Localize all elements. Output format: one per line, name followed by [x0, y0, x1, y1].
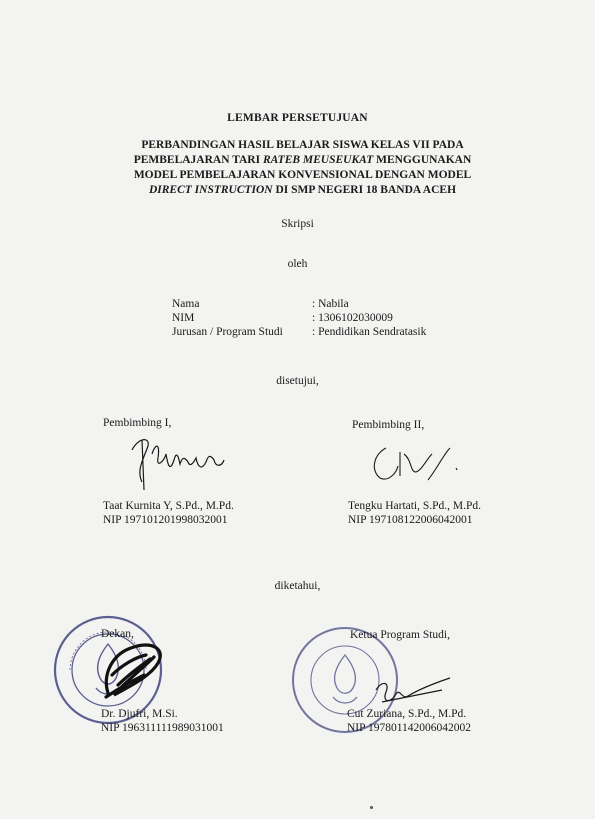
student-info-key: Jurusan / Program Studi	[172, 326, 283, 338]
advisor-1-name: Taat Kurnita Y, S.Pd., M.Pd.	[103, 500, 234, 512]
thesis-title-line-4	[100, 183, 505, 198]
thesis-title-model-name: DIRECT INSTRUCTION	[148, 184, 273, 196]
dean-role: Dekan,	[101, 628, 134, 640]
by-label: oleh	[287, 258, 308, 270]
page-title: LEMBAR PERSETUJUAN	[227, 112, 368, 124]
advisor-1-details	[103, 499, 234, 527]
thesis-title-line-2-end: MENGGUNAKAN	[373, 154, 472, 166]
program-head-nip: NIP 197801142006042002	[347, 722, 472, 734]
thesis-title-line-2-start: PEMBELAJARAN TARI	[133, 154, 263, 166]
student-info-key: NIM	[172, 312, 195, 324]
student-info-key: Nama	[172, 298, 200, 310]
advisor-1-nip: NIP 197101201998032001	[103, 514, 228, 526]
approved-label: disetujui,	[276, 375, 319, 387]
student-info-value: : Nabila	[312, 298, 349, 310]
advisor-2-nip: NIP 197108122006042001	[348, 514, 473, 526]
dean-name: Dr. Djufri, M.Si.	[101, 708, 178, 720]
student-info-row	[172, 311, 426, 325]
dean-signature	[88, 635, 178, 705]
student-info-row	[172, 297, 426, 311]
thesis-title-line-4-end: DI SMP NEGERI 18 BANDA ACEH	[272, 184, 457, 196]
program-head-role: Ketua Program Studi,	[350, 629, 450, 641]
program-head-signature	[372, 672, 462, 712]
document-type: Skripsi	[281, 218, 314, 230]
thesis-title	[100, 138, 505, 198]
dean-nip: NIP 196311111989031001	[101, 722, 224, 734]
student-info	[172, 297, 426, 339]
advisor-2-details	[348, 499, 481, 527]
student-info-row	[172, 325, 426, 339]
dean-details	[101, 707, 224, 735]
advisor-2-role: Pembimbing II,	[352, 419, 425, 431]
student-info-value: : Pendidikan Sendratasik	[312, 326, 427, 338]
known-label: diketahui,	[274, 580, 321, 592]
advisor-2-name: Tengku Hartati, S.Pd., M.Pd.	[348, 500, 482, 512]
advisor-2-signature	[366, 440, 476, 490]
program-head-details	[347, 707, 471, 735]
thesis-title-line-1: PERBANDINGAN HASIL BELAJAR SISWA KELAS VII PADA	[141, 139, 464, 151]
thesis-title-dance-name: RATEB MEUSEUKAT	[262, 154, 374, 166]
thesis-title-line-3: MODEL PEMBELAJARAN KONVENSIONAL DENGAN MODEL	[133, 169, 472, 181]
advisor-1-role: Pembimbing I,	[103, 417, 172, 429]
paper-speck	[370, 806, 373, 809]
student-info-value: : 1306102030009	[312, 312, 393, 324]
program-head-name: Cut Zuriana, S.Pd., M.Pd.	[347, 708, 467, 720]
advisor-1-signature	[128, 432, 248, 494]
thesis-title-line-2	[100, 153, 505, 168]
